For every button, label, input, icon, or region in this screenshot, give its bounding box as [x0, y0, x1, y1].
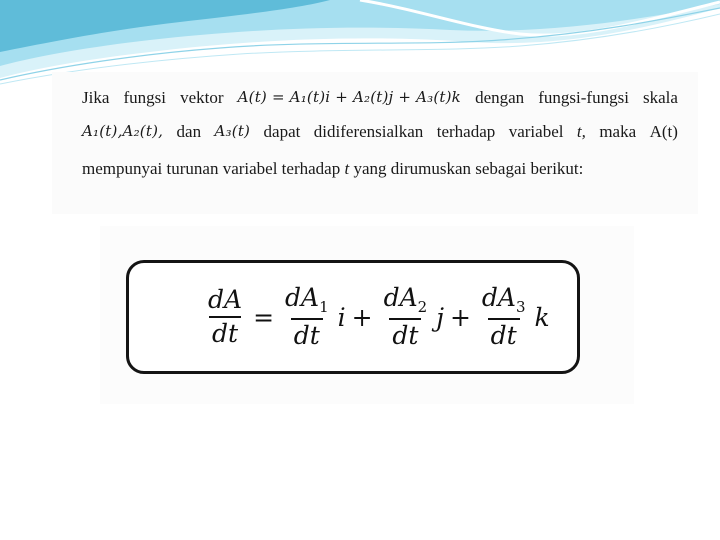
line3-variable-t: t	[344, 159, 350, 178]
scalar-functions-expression: A₁(t),A₂(t),	[82, 122, 164, 140]
equals-sign: =	[253, 302, 275, 332]
fraction-numerator	[282, 282, 332, 319]
derivative-formula-box	[126, 260, 580, 374]
fraction-denominator: dt	[488, 318, 520, 349]
numerator-text: dA	[383, 282, 418, 312]
definition-paragraph	[52, 72, 698, 214]
word-terhadap: terhadap	[436, 122, 496, 141]
word-dapat: dapat	[263, 122, 301, 141]
formula-panel	[100, 226, 634, 404]
paragraph-line-3	[82, 159, 678, 179]
derivative-formula	[201, 279, 552, 355]
plus-sign: +	[351, 302, 373, 332]
vector-function-expression: A(t) = A₁(t)i + A₂(t)j + A₃(t)k	[237, 88, 461, 106]
line3-text-start: mempunyai turunan variabel terhadap	[82, 159, 345, 178]
fraction-denominator: dt	[389, 318, 421, 349]
word-skala: skala	[643, 88, 678, 107]
plus-sign: +	[449, 302, 471, 332]
vector-a-of-t: A(t)	[649, 122, 678, 141]
word-didiferensialkan: didiferensialkan	[313, 122, 424, 141]
scalar-function-a3: A₃(t)	[214, 122, 251, 140]
paragraph-line-2	[82, 122, 678, 142]
fraction-numerator	[479, 282, 529, 319]
fraction-numerator: dA	[208, 284, 243, 314]
line3-text-end: yang dirumuskan sebagai berikut:	[349, 159, 584, 178]
subscript-2: 2	[417, 297, 428, 316]
fraction-dA2-dt	[381, 282, 431, 351]
fraction-dA-dt	[205, 284, 245, 348]
variable-t: t,	[576, 122, 586, 141]
numerator-text: dA	[481, 282, 516, 312]
subscript-3: 3	[515, 297, 526, 316]
word-fungsi-fungsi: fungsi-fungsi	[538, 88, 629, 107]
numerator-text: dA	[285, 282, 320, 312]
paragraph-line-1	[82, 88, 678, 108]
word-vektor: vektor	[180, 88, 224, 107]
word-fungsi: fungsi	[123, 88, 166, 107]
word-dengan: dengan	[475, 88, 525, 107]
subscript-1: 1	[319, 297, 329, 316]
unit-vector-i: i	[337, 302, 346, 332]
fraction-denominator: dt	[209, 316, 241, 347]
word-dan: dan	[176, 122, 202, 141]
word-variabel: variabel	[508, 122, 564, 141]
word-maka: maka	[599, 122, 637, 141]
unit-vector-k: k	[534, 302, 550, 332]
fraction-denominator: dt	[291, 318, 323, 349]
unit-vector-j: j	[436, 302, 444, 332]
fraction-dA3-dt	[479, 282, 529, 351]
fraction-numerator	[381, 282, 431, 319]
word-jika: Jika	[82, 88, 110, 107]
fraction-dA1-dt	[282, 282, 332, 351]
